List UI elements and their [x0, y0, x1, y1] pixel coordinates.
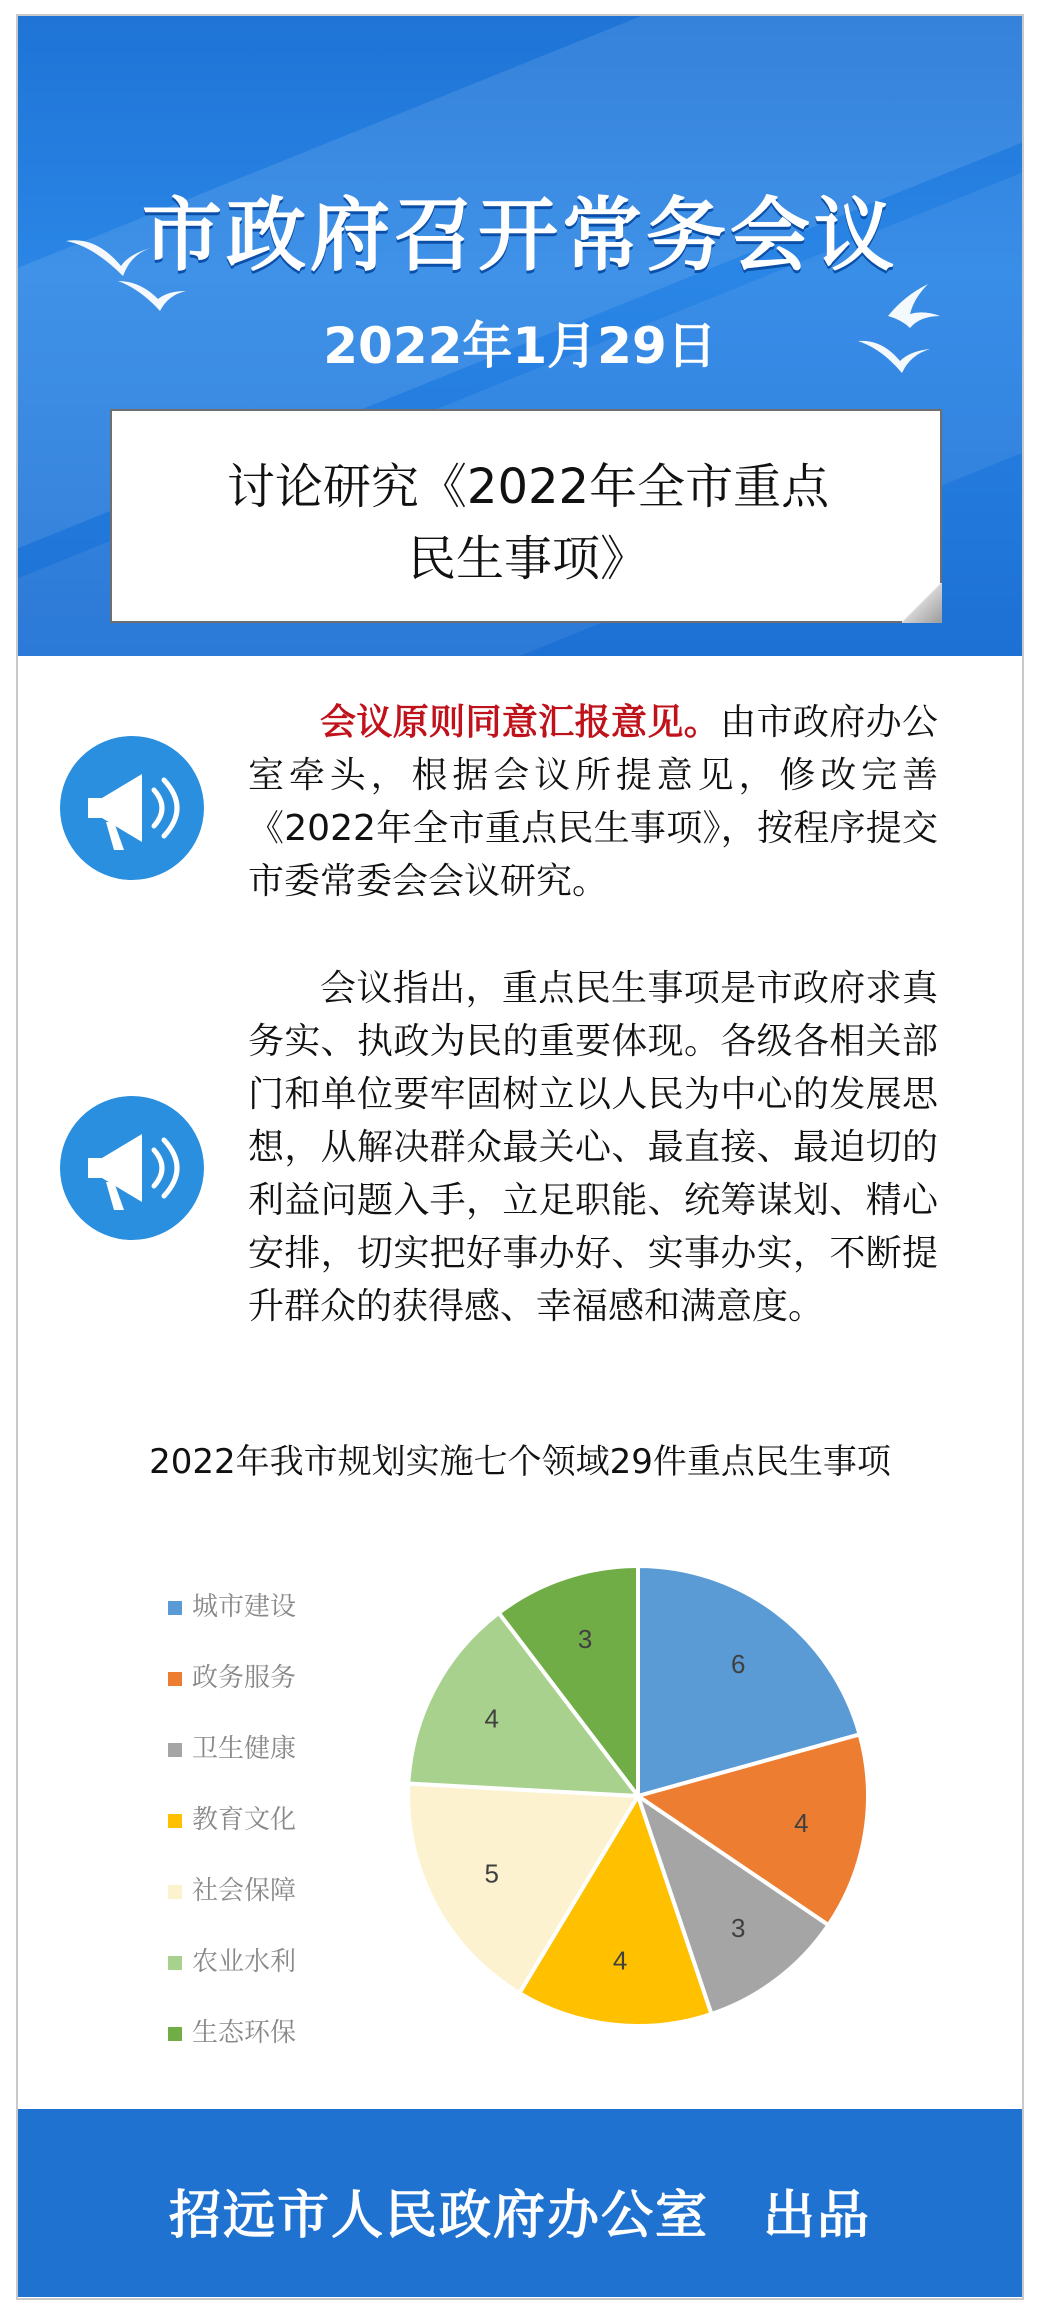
legend-label: 生态环保: [192, 2018, 297, 2048]
chart-title: 2022年我市规划实施七个领域29件重点民生事项: [149, 1442, 891, 1482]
pie-data-label-1: 6: [730, 1649, 746, 1680]
legend-swatch: [168, 1885, 182, 1899]
legend-label: 政务服务: [192, 1663, 297, 1693]
legend-swatch: [168, 1743, 182, 1757]
meeting-remarks-paragraph: 会议指出，重点民生事项是市政府求真务实、执政为民的重要体现。各级各相关部门和单位要牢固树立以人民为中心的发展思想，从解决群众最关心、最直接、最迫切的利益问题入手，立足职能、统筹谋划、精心安排，切实把好事办好、实事办实，不断提升群众的获得感、幸福感和满意度。: [248, 968, 938, 1327]
megaphone-icon: [60, 736, 204, 880]
legend-item: [168, 1586, 297, 1622]
megaphone-icon: [60, 1096, 204, 1240]
decision-highlight: 会议原则同意汇报意见。: [320, 702, 721, 743]
decision-paragraph: [248, 696, 938, 908]
legend-label: 城市建设: [192, 1592, 297, 1622]
legend-label: 社会保障: [192, 1876, 297, 1906]
meeting-date: 2022年1月29日: [323, 317, 717, 375]
legend-swatch: [168, 2027, 182, 2041]
pie-data-label-5: 5: [484, 1858, 499, 1889]
poster: [16, 14, 1024, 2300]
topic-line-2: 民生事项》: [407, 531, 648, 587]
legend-swatch: [168, 1672, 182, 1686]
page-title: 市政府召开常务会议: [142, 189, 898, 282]
topic-line-1: 讨论研究《2022年全市重点: [226, 459, 830, 515]
pie-data-label-7: 3: [577, 1624, 593, 1655]
pie-data-label-2: 4: [794, 1807, 809, 1838]
decision-text: 由市政府办公室牵头，根据会议所提意见，修改完善《2022年全市重点民生事项》，按程序提交市委常委会会议研究。: [248, 702, 938, 902]
legend-item: [168, 1799, 297, 1835]
pie-chart: [388, 1546, 888, 2046]
legend-item: [168, 1657, 297, 1693]
footer-credit: 招远市人民政府办公室 出品: [168, 2186, 871, 2246]
legend-item: [168, 1870, 297, 1906]
page-curl-decoration: [902, 583, 942, 623]
legend-item: [168, 1728, 297, 1764]
legend-swatch: [168, 1814, 182, 1828]
footer-bar: [18, 2109, 1022, 2297]
topic-banner: [110, 409, 942, 623]
legend-item: [168, 1941, 297, 1977]
header-banner: [18, 16, 1022, 656]
legend-item: [168, 2012, 297, 2048]
pie-data-label-6: 4: [484, 1703, 499, 1734]
legend-swatch: [168, 1956, 182, 1970]
topic-text: [112, 451, 944, 595]
legend-label: 农业水利: [192, 1947, 297, 1977]
legend-label: 卫生健康: [192, 1734, 297, 1764]
pie-data-label-4: 4: [612, 1945, 628, 1976]
legend-swatch: [168, 1601, 182, 1615]
legend-label: 教育文化: [192, 1805, 297, 1835]
pie-data-label-3: 3: [730, 1912, 746, 1943]
